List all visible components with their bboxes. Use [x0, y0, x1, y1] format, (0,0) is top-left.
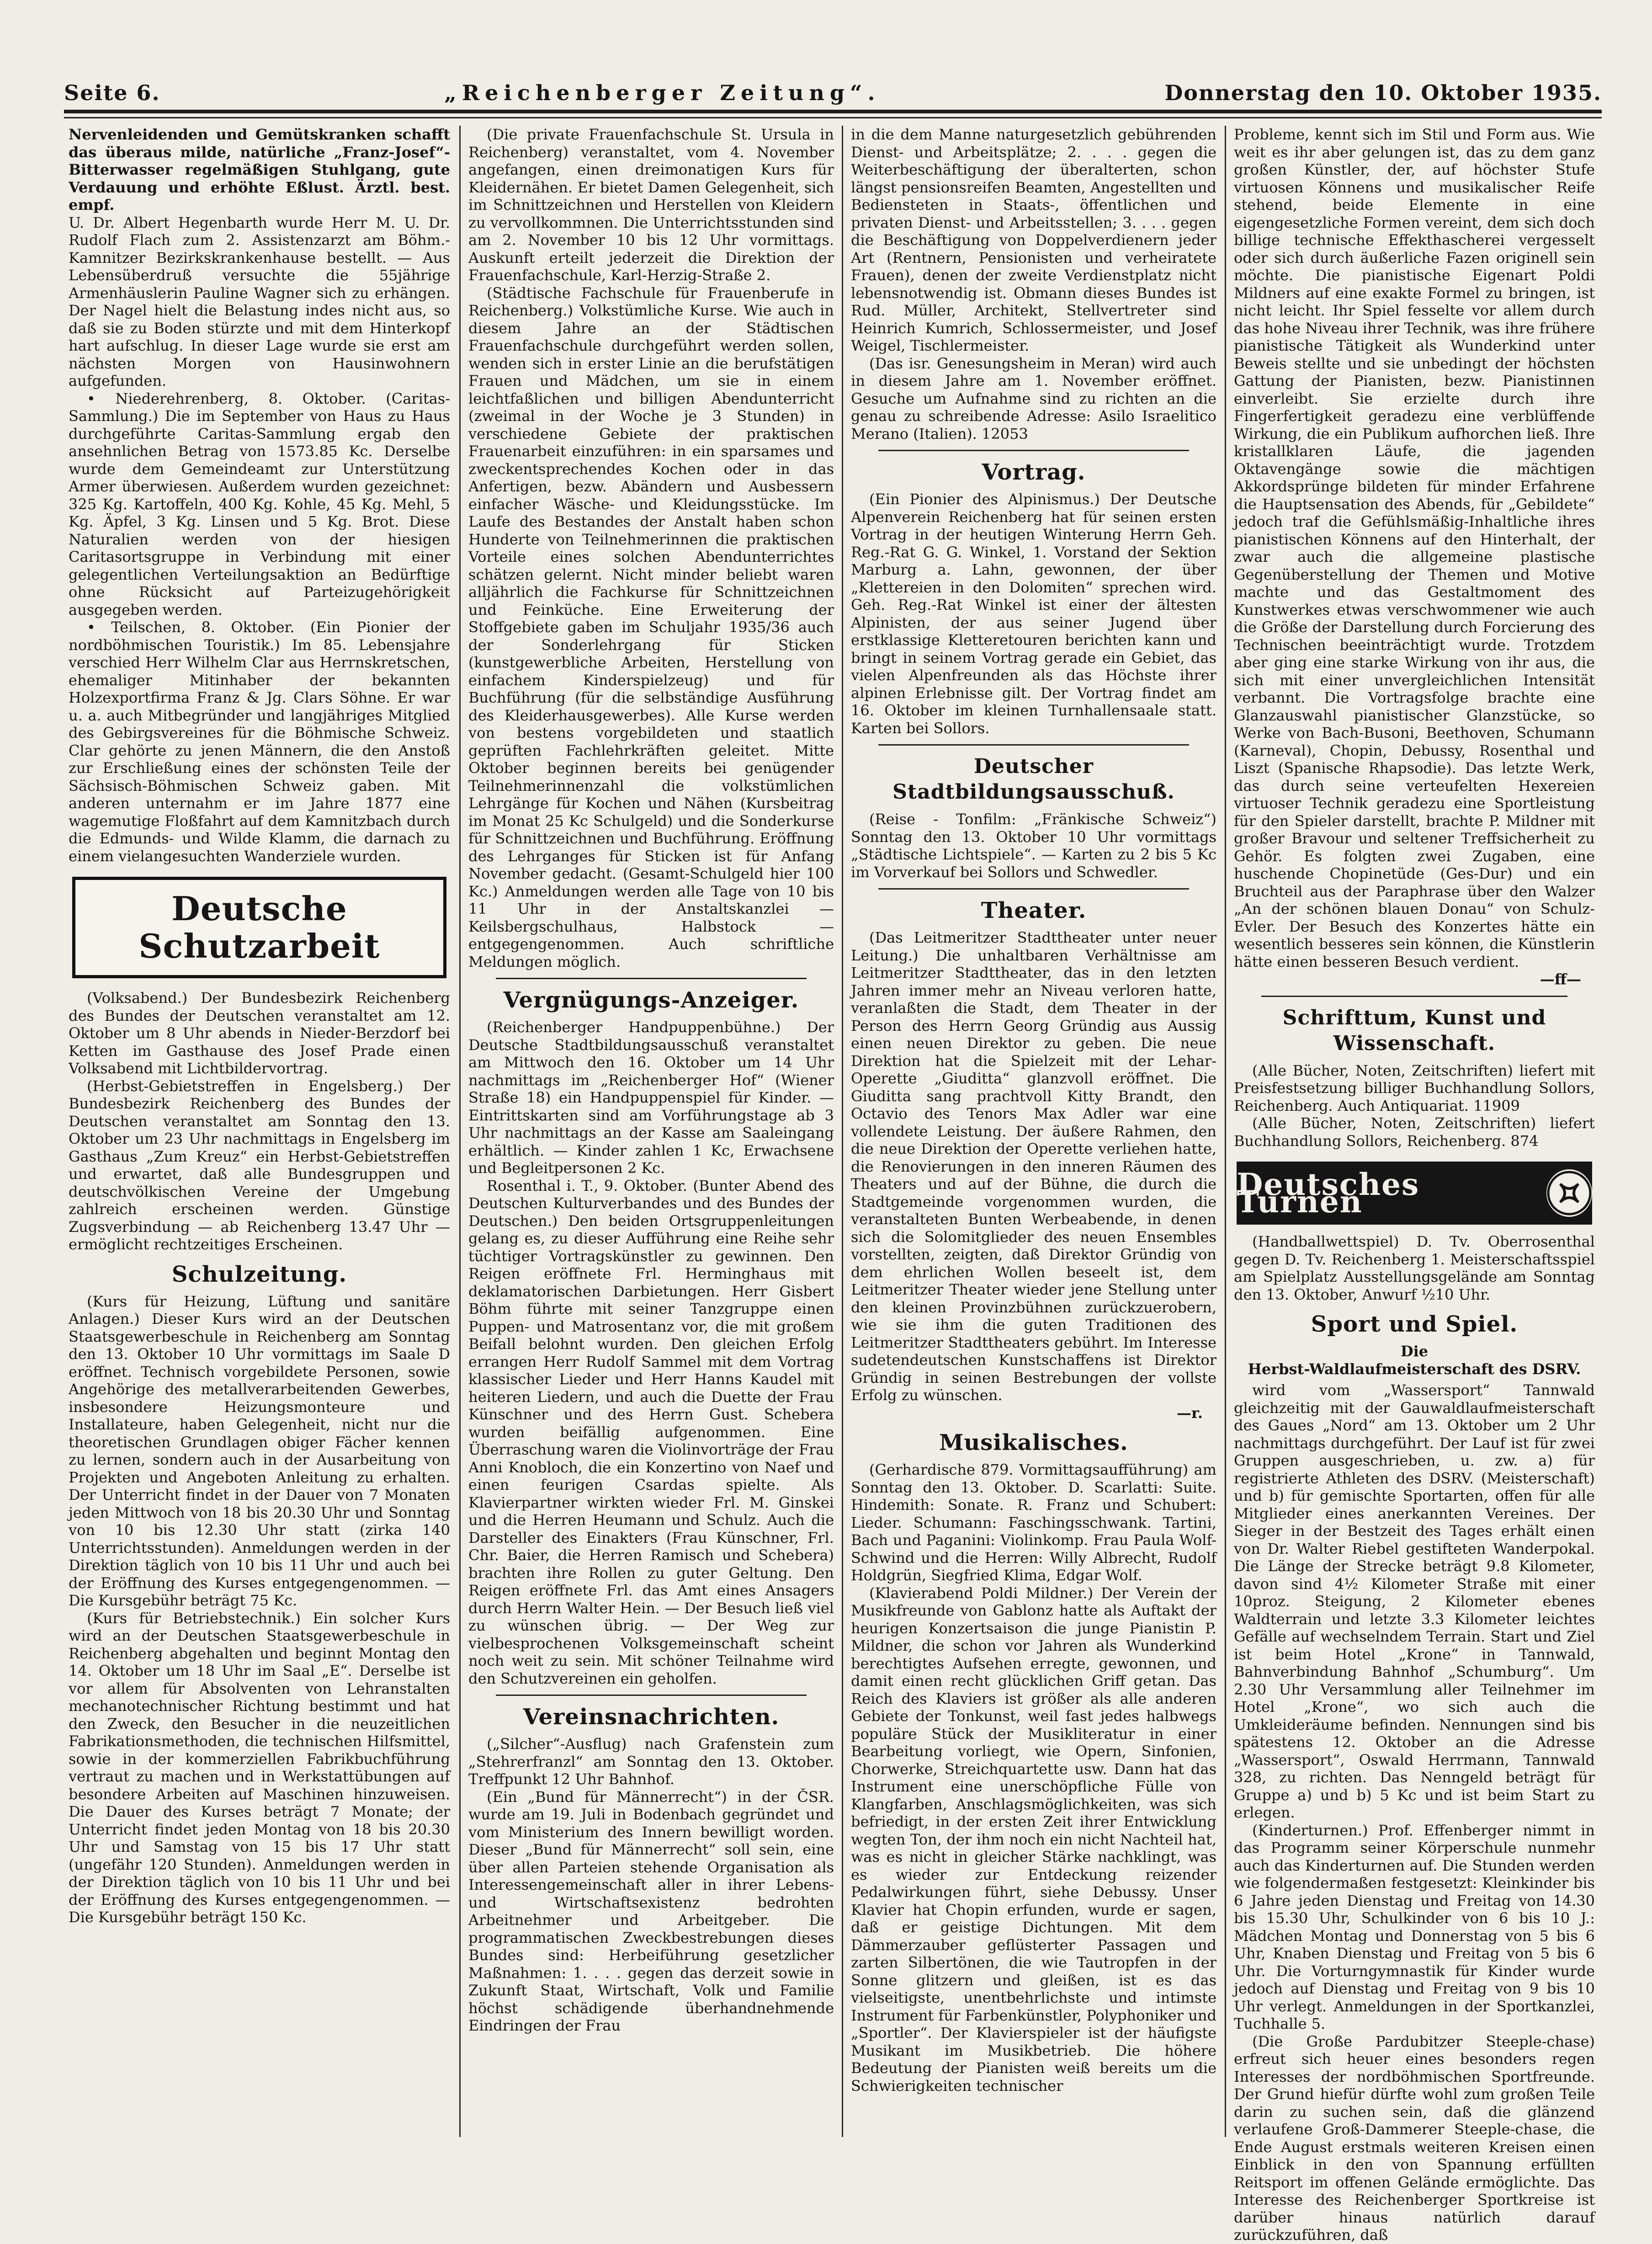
section-heading: Vergnügungs-Anzeiger. — [503, 987, 799, 1013]
article: (Reichenberger Handpuppenbühne.) Der Deutsche Stadtbildungsausschuß veranstaltet am Mittwoch den 16. Oktober um 14 Uhr nachmittags im „Reichenberger Hof“ (Wiener Straße 18) ein Handpuppenspiel für Kinder. — Eintrittskarten sind am Vorführungstage ab 3 Uhr nachmittags an der Kasse am Saaleingang erhältlich. — Kinder zahlen 1 Kc, Erwachsene und Begleitpersonen 2 Kc. — [468, 1018, 834, 1177]
article: (Kurs für Heizung, Lüftung und sanitäre Anlagen.) Dieser Kurs wird an der Deutschen Staatsgewerbeschule in Reichenberg am Sonntag den 13. Oktober 10 Uhr vormittags im Saale D eröffnet. Technisch vorgebildete Personen, sowie Angehörige des metallverarbeitenden Gewerbes, insbesondere Heizungsmonteure und Installateure, haben Gelegenheit, nicht nur die theoretischen Grundlagen obiger Fächer kennen zu lernen, sondern auch in der Ausarbeitung von Projekten und Angeboten Anleitung zu erhalten. Der Unterricht findet in der Dauer von 7 Monaten jeden Mittwoch von 18 bis 20.30 Uhr und Sonntag von 10 bis 12.30 Uhr statt (zirka 140 Unterrichtsstunden). Anmeldungen werden in der Direktion täglich von 10 bis 11 Uhr und auch bei der Eröffnung des Kurses entgegengenommen. — Die Kursgebühr beträgt 75 Kc. — [69, 1292, 450, 1609]
section-heading: Vereinsnachrichten. — [523, 1704, 780, 1730]
section-heading: Schrifttum, Kunst und Wissenschaft. — [1282, 1006, 1546, 1055]
article: (Gerhardische 879. Vormittagsaufführung) am Sonntag den 13. Oktober. D. Scarlatti: Suite. Hindemith: Sonate. R. Franz und Schubert: Lieder. Schumann: Faschingsschwank. Tartini, Bach und Paganini: Violinkomp. Frau Paula Wolf-Schwind und die Herren: Willy Albrecht, Rudolf Holdgrün, Siegfried Klima, Edgar Wolf. — [851, 1461, 1216, 1584]
article: Probleme, kennt sich im Stil und Form aus. Wie weit es ihr aber gelungen ist, das zu dem ganz großen Künstler, der, auf höchster Stufe virtuosen Könnens und musikalischer Reife stehend, beide Elemente in eine eigengesetzliche Formen vereint, dem sich doch billige technische Effekthascherei vergesselt oder sich durch äußerliche Fazen originell sein möchte. Die pianistische Eigenart Poldi Mildners auf eine exakte Formel zu bringen, ist nicht leicht. Ihr Spiel fesselte vor allem durch das hohe Niveau ihrer Technik, was ihre frühere pianistische Tätigkeit als Wunderkind unter Beweis stellte und sie unbedingt der höchsten Gattung der Pianisten, bezw. Pianistinnen einverleibt. Sie erzielte durch ihre Fingerfertigkeit geradezu eine verblüffende Wirkung, die ein Publikum aufhorchen ließ. Ihre kristallklaren Läufe, die jagenden Oktavengänge sowie die mächtigen Akkordsprünge bildeten für minder Erfahrene die Hauptsensation des Abends, für „Gebildete“ jedoch traf die Gefühlsmäßig-Inhaltliche ihres pianistischen Könnens auf den Hinterhalt, der zwar auch die allgemeine plastische Gegenüberstellung der Themen und Motive machte und das Gestaltmoment des Kunstwerkes etwas verschwommener wie auch die Größe der Darstellung durch Forcierung des Technischen beeinträchtigt wurde. Trotzdem aber ging eine starke Wirkung von ihr aus, die sich mit einer unvergleichlichen Intensität verbannt. Die Vortragsfolge brachte eine Glanzauswahl pianistischer Glanzstücke, so Werke von Bach-Busoni, Beethoven, Schumann (Karneval), Chopin, Debussy, Rosenthal und Liszt (Spanische Rhapsodie). Das letzte Werk, das durch seine verteufelten Hexereien virtuoser Technik geradezu eine Sportleistung für den Spieler darstellt, brachte P. Mildner mit großer Bravour und seltener Treffsicherheit zu Gehör. Es folgten zwei Zugaben, eine huschende Chopinetüde (Ges-Dur) und ein Bruchteil aus der Paraphrase über den Walzer „An der schönen blauen Donau“ von Schulz-Evler. Der Besuch des Konzertes hätte ein wesentlich besseres sein können, die Künstlerin hätte einen besseren Besuch verdient. — [1234, 126, 1595, 970]
article: (Das Leitmeritzer Stadttheater unter neuer Leitung.) Die unhaltbaren Verhältnisse am Leitmeritzer Stadttheater, das in den letzten Jahren immer mehr an Niveau verloren hatte, veranlaßten die Stadt, dem Theater in der Person des Herrn Georg Gründig aus Aussig einen neuen Direktor zu geben. Die neue Direktion hat die Spielzeit mit der Lehar-Operette „Giuditta“ glanzvoll eröffnet. Die Giuditta sang prachtvoll Kitty Brandt, den Octavio des Tenors Max Adler war eine vollendete Leistung. Der äußere Rahmen, den die neue Direktion der Operette verliehen hatte, die Renovierungen in den inneren Räumen des Theaters und auf der Bühne, die durch die Stadtgemeinde vorgenommen wurden, die veranstalteten Bunten Werbeabende, in denen sich die Solomitglieder des neuen Ensembles vorstellten, zeigten, daß Direktor Gründig von dem ehrlichen Wollen beseelt ist, dem Leitmeritzer Theater wieder jene Stellung unter den kleinen Provinzbühnen zurückzuerobern, wie sie ihm die guten Traditionen des Leitmeritzer Stadttheaters gebührt. Im Interesse sudetendeutschen Kunstschaffens ist Direktor Gründig in seinen Bestrebungen der vollste Erfolg zu wünschen. — [851, 929, 1216, 1404]
column-divider — [842, 126, 843, 2137]
section-heading: Schulzeitung. — [171, 1261, 347, 1287]
article: (Klavierabend Poldi Mildner.) Der Verein der Musikfreunde von Gablonz hatte als Auftakt der heurigen Konzertsaison die junge Pianistin P. Mildner, die schon vor Jahren als Wunderkind berechtigtes Aufsehen erregte, gewonnen, und damit einen recht glücklichen Griff getan. Das Reich des Klaviers ist größer als alle anderen Gebiete der Tonkunst, weil fast jedes halbwegs populäre Stück der Musikliteratur in einer Bearbeitung vorliegt, wie Opern, Sinfonien, Chorwerke, Streichquartette usw. Dann hat das Instrument eine unerschöpfliche Fülle von Klangfarben, Anschlagsmöglichkeiten, was sich befriedigt, in der ersten Zeit ihrer Entwicklung wegten Ton, der ihm noch ein nicht Nachteil hat, was es nicht in gleicher Stärke nachklingt, was es wieder zur Entdeckung reizender Pedalwirkungen führt, siehe Debussy. Unser Klavier hat Chopin erfunden, wurde er sagen, daß er geistige Dichtungen. Mit dem Dämmerzauber geflüsterter Passagen und zarten Silbertönen, die wie Tautropfen in der Sonne glitzern und gleißen, ist es das vielseitigste, unentbehrlichste und intimste Instrument für Farbenkünstler, Polyphoniker und „Sportler“. Der Klavierspieler ist der häufigste Musikant im Musikbetrieb. Die höhere Bedeutung der Pianisten weiß bereits um die Schwierigkeiten technischer — [851, 1584, 1216, 2095]
article: (Ein „Bund für Männerrecht“) in der ČSR. wurde am 19. Juli in Bodenbach gegründet und vom Ministerium des Innern bewilligt worden. Dieser „Bund für Männerrecht“ soll sein, eine über allen Parteien stehende Organisation als Interessengemeinschaft aller in ihrer Lebens- und Wirtschaftsexistenz bedrohten Arbeitnehmer und Arbeitgeber. Die programmatischen Zweckbestrebungen dieses Bundes sind: Herbeiführung gesetzlicher Maßnahmen: 1. . . . gegen das derzeit sowie in Zukunft Staat, Wirtschaft, Volk und Familie höchst schädigende überhandnehmende Eindringen der Frau — [468, 1788, 834, 2034]
section-heading: Deutscher Stadtbildungsausschuß. — [892, 755, 1175, 804]
issue-date: Donnerstag den 10. Oktober 1935. — [1164, 80, 1602, 105]
column-divider — [459, 126, 461, 2137]
section-heading: Sport und Spiel. — [1311, 1311, 1518, 1337]
column-4 — [1234, 126, 1595, 2244]
banner-title: Deutsches Turnen — [1237, 1166, 1420, 1220]
section-heading: Theater. — [981, 898, 1087, 923]
article: (Alle Bücher, Noten, Zeitschriften) liefert Buchhandlung Sollors, Reichenberg. 874 — [1234, 1114, 1595, 1150]
article: (Kurs für Betriebstechnik.) Ein solcher Kurs wird an der Deutschen Staatsgewerbeschule in Reichenberg abgehalten und beginnt Montag den 14. Oktober um 18 Uhr im Saal „E“. Derselbe ist vor allem für Absolventen von Lehranstalten mechanotechnischer Richtung bestimmt und hat den Zweck, den Besucher in die neuzeitlichen Fabrikationsmethoden, die technischen Hilfsmittel, sowie in der kommerziellen Fabrikbuchführung vertraut zu machen und in Werkstattübungen auf besondere Arbeiten auf Maschinen hinzuweisen. Die Dauer des Kurses beträgt 7 Monate; der Unterricht findet jeden Montag von 18 bis 20.30 Uhr und Samstag von 15 bis 17 Uhr statt (ungefähr 120 Stunden). Anmeldungen werden in der Direktion täglich von 10 bis 11 Uhr und bei der Eröffnung des Kurses entgegengenommen. — Die Kursgebühr beträgt 150 Kc. — [69, 1609, 450, 1926]
author-signature: —r. — [1176, 1404, 1203, 1422]
article: (Kinderturnen.) Prof. Effenberger nimmt in das Programm seiner Körperschule nunmehr auch das Kinderturnen auf. Die Stunden werden wie folgendermaßen festgesetzt: Kleinkinder bis 6 Jahre jeden Dienstag und Freitag von 14.30 bis 15.30 Uhr, Schulkinder von 6 bis 10 J.: Mädchen Montag und Donnerstag von 5 bis 6 Uhr, Knaben Dienstag und Freitag von 5 bis 6 Uhr. Die Vorturngymnastik für Kinder wurde jedoch auf Dienstag und Freitag von 9 bis 10 Uhr verlegt. Anmeldungen in der Sportkanzlei, Tuchhalle 5. — [1234, 1821, 1595, 2032]
section-box-schutzarbeit: Deutsche Schutzarbeit — [72, 877, 446, 978]
author-signature: —ff— — [1540, 970, 1581, 988]
article: (Die Große Pardubitzer Steeple-chase) erfreut sich heuer eines besonders regen Interesses der nordböhmischen Sportfreunde. Der Grund hiefür dürfte wohl zum großen Teile darin zu suchen sein, daß die glänzend verlaufene Groß-Dammerer Steeple-chase, die Ende August erstmals weiteren Kreisen einen Einblick in den von Spannung erfüllten Reitsport im offenen Gelände ermöglichte. Das Interesse des Reichenberger Sportkreise ist darüber hinaus natürlich darauf zurückzuführen, daß — [1234, 2032, 1595, 2244]
page-number: Seite 6. — [64, 80, 160, 105]
divider — [878, 450, 1189, 451]
article: (Alle Bücher, Noten, Zeitschriften) liefert mit Preisfestsetzung billiger Buchhandlung Sollors, Reichenberg. Auch Antiquariat. 11909 — [1234, 1061, 1595, 1114]
article: (Volksabend.) Der Bundesbezirk Reichenberg des Bundes der Deutschen veranstaltet am 12. Oktober um 8 Uhr abends in Nieder-Berzdorf bei Ketten im Gasthause des Josef Prade einen Volksabend mit Lichtbildervortrag. — [69, 989, 450, 1077]
header-rule-thin — [64, 117, 1602, 118]
divider — [878, 744, 1189, 746]
article: (Ein Pionier des Alpinismus.) Der Deutsche Alpenverein Reichenberg hat für seinen ersten Vortrag in der heutigen Winterung Herrn Geh. Reg.-Rat G. G. Winkel, 1. Vorstand der Sektion Marburg a. Lahn, gewonnen, der über „Klettereien in den Dolomiten“ sprechen wird. Geh. Reg.-Rat Winkel ist einer der ältesten Alpinisten, der aus seiner Jugend über erstklassige Kletteretouren berichten kann und bringt in seinem Vortrag gerade ein Gebiet, das vielen Alpenfreunden als das Höchste ihrer alpinen Erlebnisse gilt. Der Vortrag findet am 16. Oktober im kleinen Turnhallensaale statt. Karten bei Sollors. — [851, 490, 1216, 737]
divider — [496, 978, 807, 979]
article: • Teilschen, 8. Oktober. (Ein Pionier der nordböhmischen Touristik.) Im 85. Lebensjahre verschied Herr Wilhelm Clar aus Herrnskretschen, ehemaliger Mitinhaber der bekannten Holzexportfirma Franz & Jg. Clars Söhne. Er war u. a. auch Mitbegründer und langjähriges Mitglied des Gebirgsvereines für die Böhmische Schweiz. Clar gehörte zu jenen Männern, die den Anstoß zur Erschließung eines der schönsten Teile der Sächsisch-Böhmischen Schweiz gaben. Mit anderen unternahm er im Jahre 1877 eine wagemutige Floßfahrt auf dem Kamnitzbach durch die Edmunds- und Wilde Klamm, die darnach zu einem vielangesuchten Wanderziele wurden. — [69, 618, 450, 865]
article: (Die private Frauenfachschule St. Ursula in Reichenberg) veranstaltet, vom 4. November angefangen, einen dreimonatigen Kurs für Kleidernähen. Er bietet Damen Gelegenheit, sich im Schnittzeichnen und Herstellen von Kleidern zu vervollkommnen. Die Unterrichtsstunden sind am 2. November 10 bis 12 Uhr vormittags. Auskunft erteilt jederzeit die Direktion der Frauenfachschule, Karl-Herzig-Straße 2. — [468, 126, 834, 284]
divider — [496, 1695, 807, 1696]
article: (Das isr. Genesungsheim in Meran) wird auch in diesem Jahre am 1. November eröffnet. Gesuche um Aufnahme sind zu richten an die genau zu schreibende Adresse: Asilo Israelitico Merano (Italien). 12053 — [851, 354, 1216, 442]
article: (Herbst-Gebietstreffen in Engelsberg.) Der Bundesbezirk Reichenberg des Bundes der Deutschen veranstaltet am Sonntag den 13. Oktober um 23 Uhr nachmittags in Engelsberg im Gasthaus „Zum Kreuz“ ein Herbst-Gebietstreffen und erwartet, daß alle Bundesgruppen und deutschvölkischen Vereine der Umgebung zahlreich erscheinen werden. Günstige Zugsverbindung — ab Reichenberg 13.47 Uhr — ermöglicht rechtzeitiges Erscheinen. — [69, 1077, 450, 1253]
article: (Reise - Tonfilm: „Fränkische Schweiz“) Sonntag den 13. Oktober 10 Uhr vormittags „Städtische Lichtspiele“. — Karten zu 2 bis 5 Kc im Vorverkauf bei Sollors und Schwedler. — [851, 810, 1216, 881]
article: (Handballwettspiel) D. Tv. Oberrosenthal gegen D. Tv. Reichenberg 1. Meisterschaftsspiel am Spielplatz Ausstellungsgelände am Sonntag den 13. Oktober, Anwurf ½10 Uhr. — [1234, 1233, 1595, 1303]
column-divider — [1225, 126, 1226, 2137]
section-banner-turnen — [1237, 1162, 1592, 1225]
article: U. Dr. Albert Hegenbarth wurde Herr M. U. Dr. Rudolf Flach zum 2. Assistenzarzt am Böhm.-Kamnitzer Bezirkskrankenhause bestellt. — Aus Lebensüberdruß versuchte die 55jährige Armenhäuslerin Pauline Wagner sich zu erhängen. Der Nagel hielt die Belastung indes nicht aus, so daß sie zu Boden stürzte und mit dem Hinterkopf hart aufschlug. In dieser Lage wurde sie erst am nächsten Morgen von Hausinwohnern aufgefunden. — [69, 213, 450, 389]
newspaper-title: „Reichenberger Zeitung“. — [444, 80, 881, 105]
article: in die dem Manne naturgesetzlich gebührenden Dienst- und Arbeitsplätze; 2. . . . gegen die Weiterbeschäftigung der überalterten, schon längst pensionsreifen Beamten, Angestellten und Bediensteten in Staats-, öffentlichen und privaten Dienst- und Arbeitsstellen; 3. . . . gegen die Beschäftigung von Doppelverdienern jeder Art (Rentnern, Pensionisten und verheiratete Frauen), denen der zweite Verdienstplatz nicht lebensnotwendig ist. Obmann dieses Bundes ist Rud. Müller, Architekt, Stellvertreter sind Heinrich Kumrich, Schlossermeister, und Josef Weigel, Tischlermeister. — [851, 126, 1216, 354]
header-rule — [64, 110, 1602, 113]
divider — [1261, 996, 1567, 997]
turner-cross-icon — [1546, 1169, 1592, 1217]
section-heading: Vortrag. — [982, 459, 1086, 485]
article: Rosenthal i. T., 9. Oktober. (Bunter Abend des Deutschen Kulturverbandes und des Bundes der Deutschen.) Den beiden Ortsgruppenleitungen gelang es, zu dieser Aufführung eine Reihe sehr tüchtiger Vortragskünstler zu gewinnen. Den Reigen eröffnete Frl. Herminghaus mit deklamatorischen Darbietungen. Herr Gisbert Böhm führte mit seiner Tanzgruppe einen Puppen- und Matrosentanz vor, die mit großem Beifall belohnt wurden. Den gleichen Erfolg errangen Herr Rudolf Sammel mit dem Vortrag klassischer Lieder und Herr Hanns Kaudel mit heiteren Liedern, und auch die Duette der Frau Künschner und des Herrn Gust. Schebera wurden beifällig aufgenommen. Eine Überraschung waren die Violinvorträge der Frau Anni Knobloch, die ein Konzertino von Naef und einen feurigen Csardas spielte. Als Klavierpartner wirkten wieder Frl. M. Ginskei und die Herren Heumann und Schulz. Auch die Darsteller des Einakters (Frau Künschner, Frl. Chr. Baier, die Herren Ramisch und Schebera) brachten ihre Rollen zu guter Geltung. Den Reigen eröffnete Frl. das Amt eines Ansagers durch Herrn Walter Hein. — Der Besuch ließ viel zu wünschen übrig. — Der Weg zur vielbesprochenen Volksgemeinschaft scheint noch weit zu sein. Mit schöner Teilnahme wird den Schutzvereinen ein geholfen. — [468, 1177, 834, 1687]
ad-bitterwasser: Nervenleidenden und Gemütskranken schafft das überaus milde, natürliche „Franz-Josef“-Bitterwasser regelmäßigen Stuhlgang, gute Verdauung und erhöhte Eßlust. Ärztl. best. empf. — [69, 126, 450, 213]
article: (Städtische Fachschule für Frauenberufe in Reichenberg.) Volkstümliche Kurse. Wie auch in diesem Jahre an der Städtischen Frauenfachschule durchgeführt werden sollen, wenden sich in erster Linie an die berufstätigen Frauen und Mädchen, um sie in einem leichtfaßlichen und billigen Abendunterricht (zweimal in der Woche je 3 Stunden) in verschiedene Gebiete der praktischen Frauenarbeit einzuführen: in ein sparsames und zweckentsprechendes Kochen oder in das Anfertigen, bezw. Abändern und Ausbessern einfacher Wäsche- und Kleidungsstücke. Im Laufe des Bestandes der Anstalt haben schon Hunderte von Teilnehmerinnen die praktischen Vorteile eines solchen Abendunterrichtes schätzen gelernt. Nicht minder beliebt waren alljährlich die Fachkurse für Schnittzeichnen und Feinküche. Eine Erweiterung der Stoffgebiete gaben im Schuljahr 1935/36 auch der Sonderlehrgang für Sticken (kunstgewerbliche Arbeiten, Herstellung von einfachem Kinderspielzeug) und für Buchführung (für die selbständige Ausführung des Kleiderhausgewerbes). Alle Kurse werden von bestens vorgebildeten und staatlich geprüften Fachlehrkräften geleitet. Mitte Oktober beginnen bereits bei genügender Teilnehmerinnenzahl die volkstümlichen Lehrgänge für Kochen und Nähen (Kursbeitrag im Monat 25 Kc Schulgeld) und die Sonderkurse für Schnittzeichnen und Buchführung. Eröffnung des Lehrganges für Sticken ist für Anfang November gedacht. (Gesamt-Schulgeld hier 100 Kc.) Anmeldungen werden alle Tage von 10 bis 11 Uhr in der Anstaltskanzlei — Keilsbergschulhaus, Halbstock — entgegengenommen. Auch schriftliche Meldungen möglich. — [468, 284, 834, 970]
article: wird vom „Wassersport“ Tannwald gleichzeitig mit der Gauwaldlaufmeisterschaft des Gaues „Nord“ am 13. Oktober um 2 Uhr nachmittags durchgeführt. Der Lauf ist für zwei Gruppen ausgeschrieben, u. zw. a) für registrierte Athleten des DSRV. (Meisterschaft) und b) für gemischte Sportarten, offen für alle Mitglieder eines anerkannten Vereines. Der Sieger in der Bestzeit des Tages erhält einen von Dr. Walter Riebel gestifteten Wanderpokal. Die Länge der Strecke beträgt 9.8 Kilometer, davon sind 4½ Kilometer Straße mit einer 10proz. Steigung, 2 Kilometer ebenes Waldterrain und letzte 3.3 Kilometer leichtes Gefälle auf wechselndem Terrain. Start und Ziel ist beim Hotel „Krone“ in Tannwald, Bahnverbindung Bahnhof „Schumburg“. Um 2.30 Uhr Versammlung aller Teilnehmer im Hotel „Krone“, wo sich auch die Umkleideräume befinden. Nennungen sind bis spätestens 12. Oktober an die Adresse „Wassersport“, Oswald Herrmann, Tannwald 328, zu richten. Das Nenngeld beträgt für Gruppe a) und b) 5 Kc und ist beim Start zu erlegen. — [1234, 1381, 1595, 1821]
subheading: Die — [1400, 1343, 1429, 1360]
page-header — [64, 73, 1602, 105]
column-1 — [69, 126, 450, 2137]
divider — [878, 888, 1189, 890]
column-2 — [468, 126, 834, 2137]
subheading: Herbst-Waldlaufmeisterschaft des DSRV. — [1248, 1360, 1581, 1378]
article: • Niederehrenberg, 8. Oktober. (Caritas-Sammlung.) Die im September von Haus zu Haus durchgeführte Caritas-Sammlung ergab den ansehnlichen Betrag von 1573.85 Kc. Derselbe wurde dem Gemeindeamt zur Unterstützung Armer überwiesen. Außerdem wurden gezeichnet: 325 Kg. Kartoffeln, 400 Kg. Kohle, 45 Kg. Mehl, 5 Kg. Äpfel, 3 Kg. Linsen und 5 Kg. Brot. Diese Naturalien werden von der hiesigen Caritasortsgruppe in Verbindung mit einer gelegentlichen Verteilungsaktion an Bedürftige ohne Rücksicht auf Parteizugehörigkeit ausgegeben werden. — [69, 389, 450, 618]
column-3 — [851, 126, 1216, 2137]
article: („Silcher“-Ausflug) nach Grafenstein zum „Stehrerfranzl“ am Sonntag den 13. Oktober. Treffpunkt 12 Uhr Bahnhof. — [468, 1735, 834, 1788]
section-heading: Musikalisches. — [939, 1430, 1128, 1455]
